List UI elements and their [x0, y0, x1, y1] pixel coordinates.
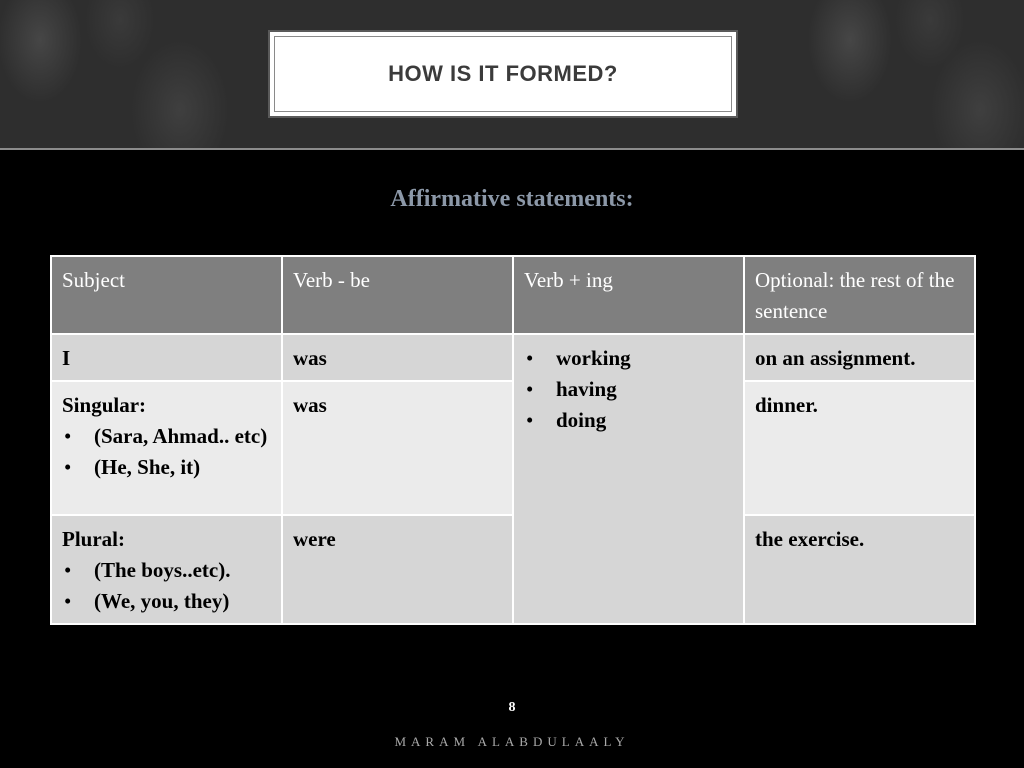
subject-list: [62, 421, 271, 483]
subject-label: Singular:: [62, 393, 147, 417]
list-item: [524, 374, 733, 405]
subject-cell: [51, 334, 282, 381]
bullet-icon: •: [64, 589, 72, 613]
footer-author: MARAM ALABDULAALY: [394, 734, 630, 749]
rest-cell: the exercise.: [744, 515, 975, 624]
subject-item: (The boys..etc).: [94, 558, 231, 582]
title-box: [268, 30, 738, 118]
header-verb-ing: Verb + ing: [513, 256, 744, 334]
slide-title: HOW IS IT FORMED?: [388, 61, 618, 86]
grammar-table: [50, 255, 976, 625]
list-item: [62, 452, 271, 483]
subject-label: I: [62, 346, 71, 370]
list-item: [524, 405, 733, 436]
header-rest: Optional: the rest of the sentence: [744, 256, 975, 334]
list-item: [62, 586, 271, 617]
list-item: [524, 343, 733, 374]
bullet-icon: •: [526, 377, 534, 401]
subject-item: (We, you, they): [94, 589, 230, 613]
banner-divider: [0, 148, 1024, 150]
verb-ing-item: doing: [556, 408, 607, 432]
verb-be-cell: was: [282, 381, 513, 515]
subject-label: Plural:: [62, 527, 125, 551]
verb-be-cell: were: [282, 515, 513, 624]
rest-cell: dinner.: [744, 381, 975, 515]
verb-be-cell: was: [282, 334, 513, 381]
bullet-icon: •: [64, 455, 72, 479]
subject-item: (Sara, Ahmad.. etc): [94, 424, 268, 448]
list-item: [62, 421, 271, 452]
bullet-icon: •: [64, 558, 72, 582]
slide-subtitle: Affirmative statements:: [390, 186, 634, 212]
bullet-icon: •: [526, 346, 534, 370]
subject-list: [62, 555, 271, 617]
verb-ing-item: having: [556, 377, 617, 401]
bullet-icon: •: [64, 424, 72, 448]
subject-cell: [51, 381, 282, 515]
page-number: 8: [508, 700, 516, 715]
subject-cell: [51, 515, 282, 624]
header-verb-be: Verb - be: [282, 256, 513, 334]
list-item: [62, 555, 271, 586]
verb-ing-cell: [513, 334, 744, 624]
table-row: [51, 334, 975, 381]
header-subject: Subject: [51, 256, 282, 334]
table-header-row: [51, 256, 975, 334]
subject-item: (He, She, it): [94, 455, 201, 479]
verb-ing-item: working: [556, 346, 631, 370]
verb-ing-list: [524, 343, 733, 436]
bullet-icon: •: [526, 408, 534, 432]
rest-cell: on an assignment.: [744, 334, 975, 381]
